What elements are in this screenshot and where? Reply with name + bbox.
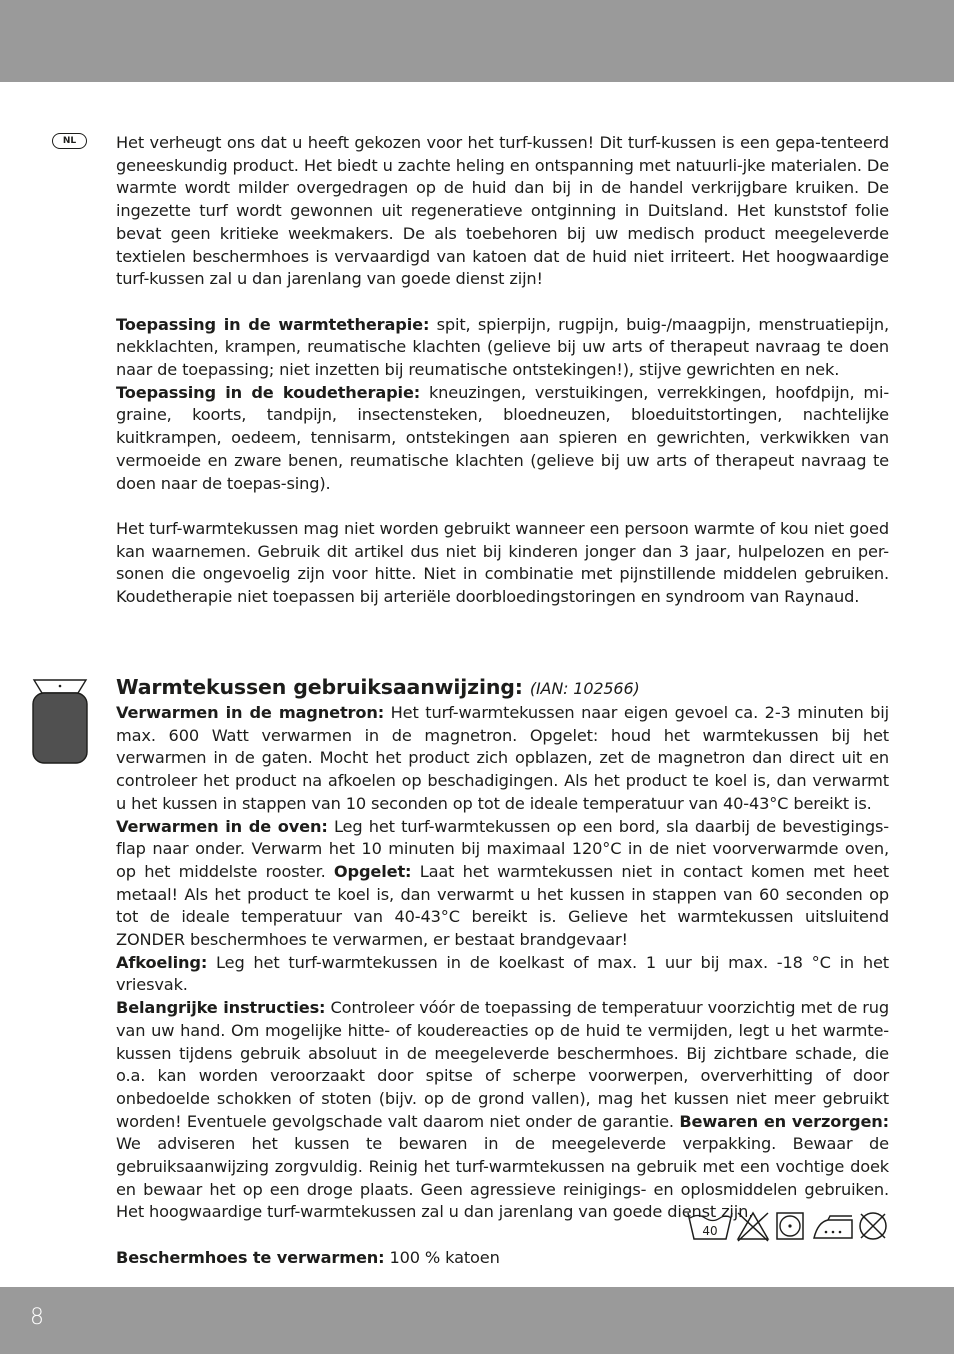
oven-warning-text: Laat het warmtekussen niet in contact komen met heet metaal! Als het product te koel is, dan verwarmt u het kussen in stappen van 60 seconden op tot de ideale temperatuur van 40-43°C bereikt is. Gelieve het warmtekussen uitsluitend ZONDER beschermhoes te verwarmen, er bestaat brandgevaar! (116, 861, 889, 950)
microwave-text: Het turf-warmtekussen naar eigen gevoel ca. 2-3 minuten bij max. 600 Watt verwarmen in de magnetron. Opgelet: houd het warmtekussen bij het verwarmen in de gaten. Mocht het product zich opblazen, zet de magnetron dan direct uit en controleer het product na afkoelen op beschadigingen. Als het product te koel is, dan verwarmt u het kussen in stappen van 10 seconden op tot de ideale temperatuur van 40-43°C bereikt is. (116, 703, 889, 813)
cooling-paragraph (116, 952, 889, 997)
tumble-dry-icon (777, 1213, 803, 1239)
oven-label: Verwarmen in de oven: (116, 816, 328, 836)
storage-label: Bewaren en verzorgen: (679, 1111, 889, 1131)
heat-therapy-paragraph (116, 314, 889, 382)
ian-code: (IAN: 102566) (529, 679, 640, 698)
cooling-label: Afkoeling: (116, 952, 208, 972)
cold-therapy-label: Toepassing in de koudetherapie: (116, 382, 421, 402)
intro-section (116, 132, 889, 609)
warning-paragraph: Het turf-warmtekussen mag niet worden gebruikt wanneer een persoon warmte of kou niet goed kan waarnemen. Gebruik dit artikel dus niet bij kinderen jonger dan 3 jaar, hulpelozen en per-sonen die ongevoelig zijn voor hitte. Niet in combinatie met pijnstillende middelen gebruiken. Koudetherapie niet toepassen bij arteriële doorbloedingstoringen en syndroom van Raynaud. (116, 518, 889, 607)
language-badge: NL (52, 133, 87, 149)
important-paragraph (116, 997, 889, 1224)
important-text: Controleer vóór de toepassing de temperatuur voorzichtig met de rug van uw hand. Om mogelijke hitte- of koudereacties op de huid te vermijden, legt u het warmte-kussen tijdens gebruik absoluut in de meegeleverde beschermhoes. Bij zichtbare schade, die o.a. kan worden veroorzaakt door spitse of scherpe voorwerpen, oververhitting of door onbedoelde schokken of stoten (bijv. op de grond vallen), mag het kussen niet meer gebruikt worden! Eventuele gevolgschade valt daarom niet onder de garantie. (116, 998, 889, 1131)
cold-therapy-text: kneuzingen, verstuikingen, verrekkingen, hoofdpijn, mi-graine, koorts, tandpijn, insectensteken, bloedneuzen, bloeduitstortingen, nachtelijke kuitkrampen, oedeem, tennisarm, ontstekingen aan spieren en gewrichten, verkwikken van vermoeide en zware benen, reumatische klachten (gelieve bij uw arts of therapeut navraag te doen naar de toepas-sing). (116, 382, 890, 493)
important-label: Belangrijke instructies: (116, 998, 326, 1018)
heat-therapy-text: spit, spierpijn, rugpijn, buig-/maagpijn, menstruatiepijn, nekklachten, krampen, reumatische klachten (gelieve bij uw arts of therapeut navraag te doen naar de toepassing; niet inzetten bij reumatische ontstekingen!), stijve gewrichten en nek. (116, 314, 890, 380)
microwave-paragraph (116, 702, 889, 816)
bottom-footer-bar (0, 1287, 954, 1354)
cooling-text: Leg het turf-warmtekussen in de koelkast of max. 1 uur bij max. -18 °C in het vriesvak. (116, 952, 889, 995)
no-dry-clean-icon (860, 1213, 886, 1239)
iron-icon (814, 1216, 852, 1238)
cover-label: Beschermhoes te verwarmen: (116, 1247, 385, 1267)
microwave-label: Verwarmen in de magnetron: (116, 703, 385, 722)
storage-text: We adviseren het kussen te bewaren in de meegeleverde verpakking. Bewaar de gebruiksaanwijzing zorgvuldig. Reinig het turf-warmtekussen na gebruik met een vochtige doek en bewaar het op een droge plaats. Geen agressieve reinigings- en oplosmiddelen gebruiken. Het hoogwaardige turf-warmtekussen zal u dan jarenlang van goede dienst zijn. (116, 1134, 889, 1222)
heat-pad-icon (30, 676, 90, 766)
intro-paragraph: Het verheugt ons dat u heeft gekozen voor het turf-kussen! Dit turf-kussen is een gepa-tenteerd geneeskundig product. Het biedt u zachte heling en ontspanning met natuurli-jke materialen. De warmte wordt milder overgedragen op de huid dan bij in de handel verkrijgbare kruiken. De ingezette turf wordt gewonnen uit regeneratieve ontginning in Duitsland. Het kunststof folie bevat geen kritieke weekmakers. De als toebehoren bij uw medisch product meegeleverde textielen beschermhoes is vervaardigd van katoen dat de huid niet irriteert. Het hoogwaardige turf-kussen zal u dan jarenlang van goede dienst zijn! (116, 133, 889, 289)
oven-paragraph (116, 816, 889, 952)
oven-warning-label: Opgelet: (333, 861, 412, 881)
oven-text: Leg het turf-warmtekussen op een bord, sla daarbij de bevestigings-flap naar onder. Verwarm het 10 minuten bij maximaal 120°C in de niet voorverwarmde oven, op het middelste rooster. (116, 816, 889, 881)
wash-40-icon (688, 1213, 732, 1239)
top-header-bar (0, 0, 954, 82)
cover-text: 100 % katoen (389, 1247, 500, 1267)
care-symbols (686, 1210, 890, 1242)
instructions-heading (116, 674, 889, 702)
page-number: 8 (30, 1305, 44, 1330)
instructions-section (116, 674, 889, 1270)
cold-therapy-paragraph (116, 382, 889, 496)
cover-paragraph (116, 1247, 889, 1270)
instructions-title: Warmtekussen gebruiksaanwijzing: (116, 675, 523, 699)
no-bleach-icon (738, 1213, 768, 1241)
heat-therapy-label: Toepassing in de warmtetherapie: (116, 314, 430, 334)
wash-temperature: 40 (702, 1224, 718, 1238)
